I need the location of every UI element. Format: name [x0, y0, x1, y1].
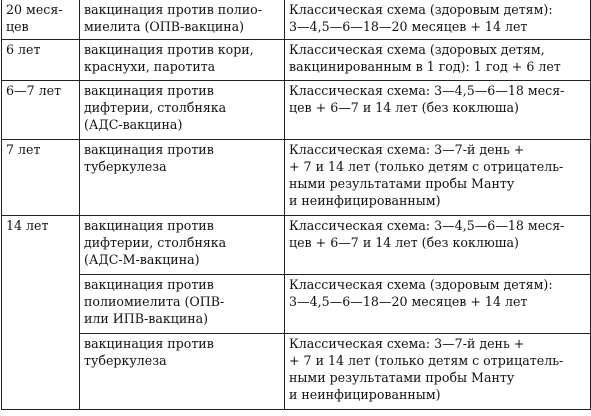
age-cell: 6—7 лет [2, 81, 80, 140]
vaccination-cell: вакцинация против дифтерии, столбняка (АДС-вакцина) [80, 81, 285, 140]
schedule-cell: Классическая схема (здоровым детям): 3—4,5—6—18—20 месяцев + 14 лет [285, 0, 591, 40]
vaccination-cell: вакцинация против полиомиелита (ОПВ- или ИПВ-вакцина) [80, 275, 285, 334]
table-row [2, 334, 591, 410]
vaccination-cell: вакцинация против полио- миелита (ОПВ-вакцина) [80, 0, 285, 40]
age-cell: 14 лет [2, 216, 80, 410]
schedule-cell: Классическая схема: 3—7-й день + + 7 и 14 лет (только детям с отрицатель- ными результатами пробы Манту и неинфицированным) [285, 334, 591, 410]
age-cell: 20 меся- цев [2, 0, 80, 40]
table-row [2, 216, 591, 275]
table-row [2, 275, 591, 334]
table-row [2, 81, 591, 140]
table-row [2, 0, 591, 40]
vaccination-schedule-table [1, 0, 591, 410]
schedule-cell: Классическая схема: 3—7-й день + + 7 и 14 лет (только детям с отрицатель- ными результатами пробы Манту и неинфицированным) [285, 140, 591, 216]
schedule-cell: Классическая схема (здоровых детям, вакцинированным в 1 год): 1 год + 6 лет [285, 40, 591, 81]
vaccination-cell: вакцинация против дифтерии, столбняка (АДС-М-вакцина) [80, 216, 285, 275]
vaccination-cell: вакцинация против туберкулеза [80, 140, 285, 216]
vaccination-cell: вакцинация против кори, краснухи, паротита [80, 40, 285, 81]
table-row [2, 40, 591, 81]
table-row [2, 140, 591, 216]
schedule-cell: Классическая схема: 3—4,5—6—18 меся- цев + 6—7 и 14 лет (без коклюша) [285, 81, 591, 140]
age-cell: 6 лет [2, 40, 80, 81]
schedule-cell: Классическая схема (здоровым детям): 3—4,5—6—18—20 месяцев + 14 лет [285, 275, 591, 334]
vaccination-cell: вакцинация против туберкулеза [80, 334, 285, 410]
age-cell: 7 лет [2, 140, 80, 216]
schedule-cell: Классическая схема: 3—4,5—6—18 меся- цев + 6—7 и 14 лет (без коклюша) [285, 216, 591, 275]
